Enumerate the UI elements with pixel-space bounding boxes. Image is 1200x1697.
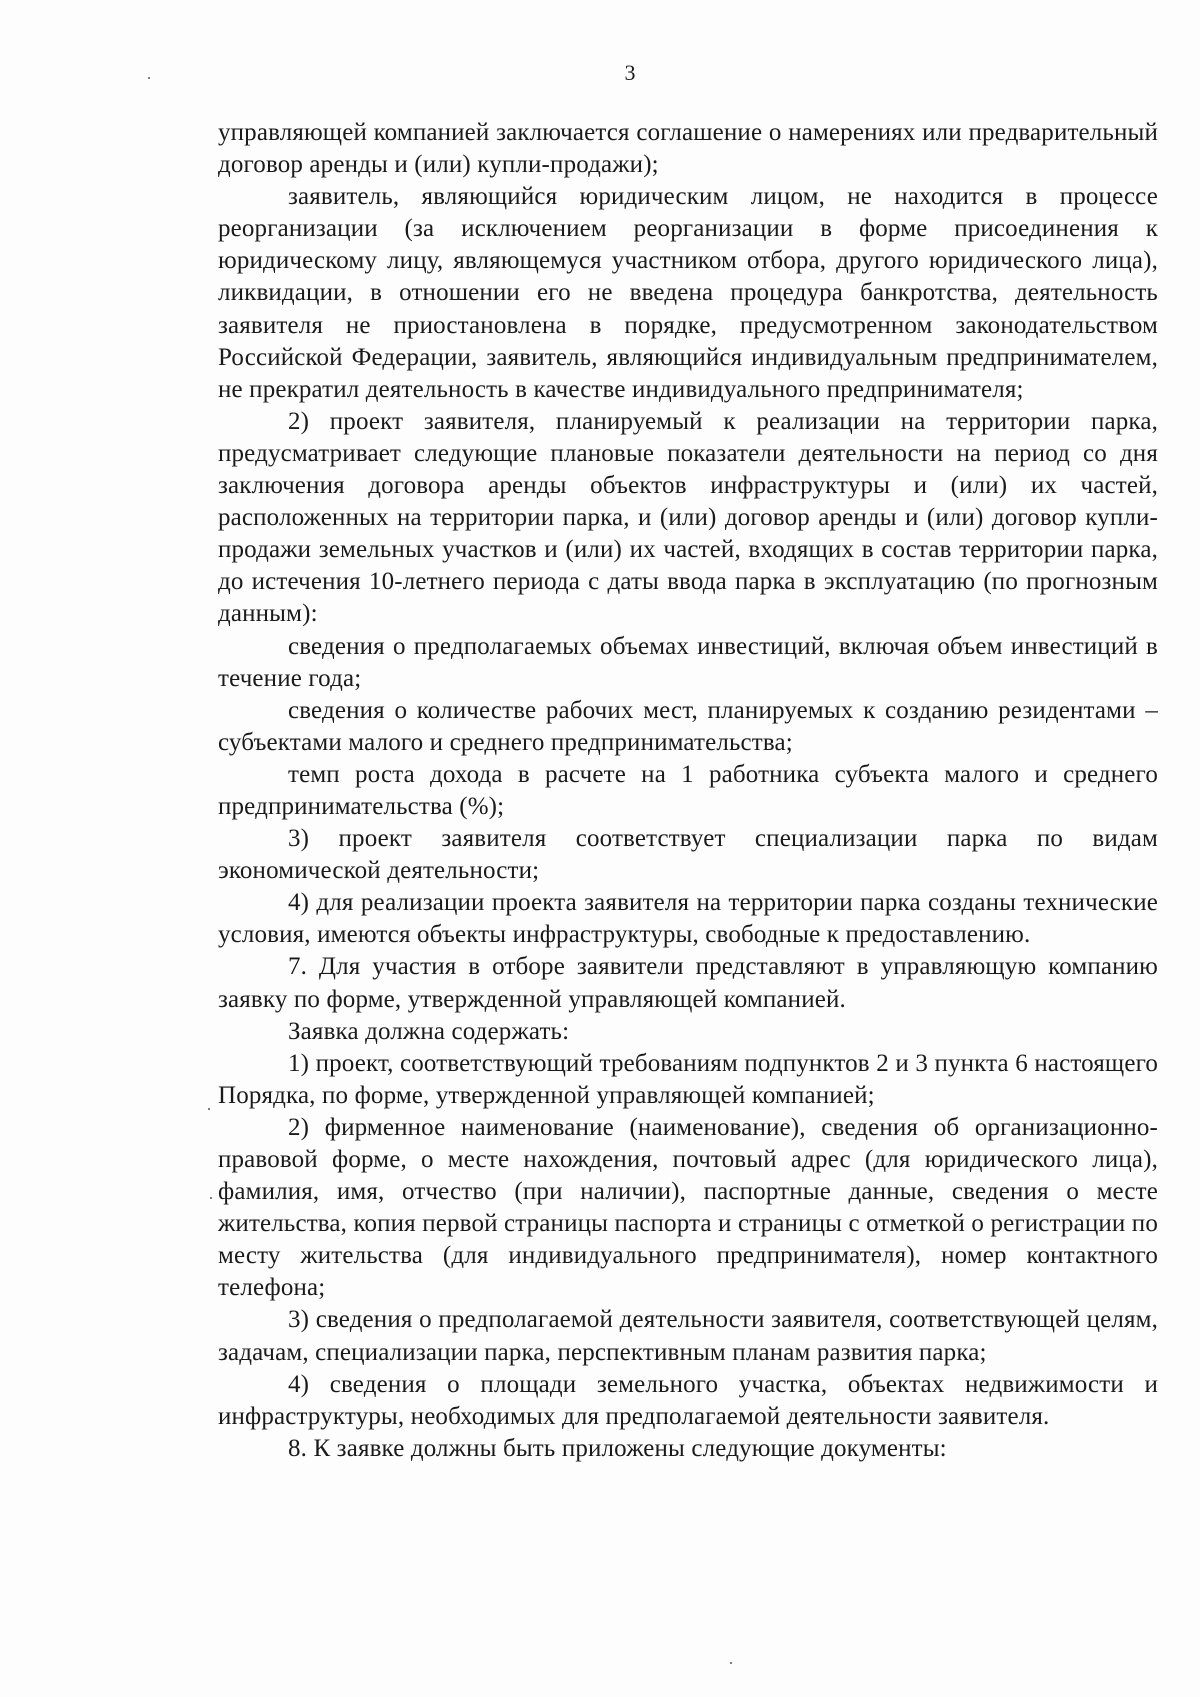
paragraph-contents-item-2: 2) фирменное наименование (наименование), сведения об организационно-правовой форме, о месте нахождения, почтовый адрес (для юридического лица), фамилия, имя, отчество (при наличии), паспортные данные, сведения о месте жительства, копия первой страницы паспорта и страницы с отметкой о регистрации по месту жительства (для индивидуального предпринимателя), номер контактного телефона;	[218, 1113, 1158, 1302]
paragraph-contents-item-1: 1) проект, соответствующий требованиям подпунктов 2 и 3 пункта 6 настоящего Порядка, по форме, утвержденной управляющей компанией;	[218, 1049, 1158, 1109]
paragraph-income-growth: темп роста дохода в расчете на 1 работника субъекта малого и среднего предпринимательства (%);	[218, 760, 1158, 820]
scan-speck	[208, 1108, 210, 1110]
paragraph-continuation: управляющей компанией заключается соглашение о намерениях или предварительный договор аренды и (или) купли-продажи);	[218, 119, 1158, 179]
paragraph-section-7: 7. Для участия в отборе заявители представляют в управляющую компанию заявку по форме, утвержденной управляющей компанией.	[218, 953, 1158, 1013]
paragraph-investments: сведения о предполагаемых объемах инвестиций, включая объем инвестиций в течение года;	[218, 632, 1158, 692]
scan-speck	[148, 77, 150, 79]
paragraph-section-8: 8. К заявке должны быть приложены следующие документы:	[288, 1434, 947, 1462]
page-number: 3	[624, 60, 636, 85]
paragraph-item-4-technical-conditions: 4) для реализации проекта заявителя на территории парка созданы технические условия, имеются объекты инфраструктуры, свободные к предоставлению.	[218, 889, 1158, 949]
paragraph-application-contents: Заявка должна содержать:	[288, 1017, 570, 1045]
paragraph-jobs: сведения о количестве рабочих мест, планируемых к созданию резидентами – субъектами малого и среднего предпринимательства;	[218, 696, 1158, 756]
document-body	[218, 117, 1158, 1465]
scan-speck	[730, 1662, 732, 1664]
paragraph-item-3-specialization: 3) проект заявителя соответствует специализации парка по видам экономической деятельности;	[218, 825, 1158, 885]
paragraph-contents-item-3: 3) сведения о предполагаемой деятельности заявителя, соответствующей целям, задачам, специализации парка, перспективным планам развития парка;	[218, 1306, 1158, 1366]
scan-speck	[210, 1197, 212, 1199]
paragraph-contents-item-4: 4) сведения о площади земельного участка, объектах недвижимости и инфраструктуры, необходимых для предполагаемой деятельности заявителя.	[218, 1370, 1158, 1430]
paragraph-applicant-status: заявитель, являющийся юридическим лицом, не находится в процессе реорганизации (за исключением реорганизации в форме присоединения к юридическому лицу, являющемуся участником отбора, другого юридического лица), ликвидации, в отношении его не введена процедура банкротства, деятельность заявителя не приостановлена в порядке, предусмотренном законодательством Российской Федерации, заявитель, являющийся индивидуальным предпринимателем, не прекратил деятельность в качестве индивидуального предпринимателя;	[218, 183, 1158, 403]
paragraph-item-2-project-indicators: 2) проект заявителя, планируемый к реализации на территории парка, предусматривает следующие плановые показатели деятельности на период со дня заключения договора аренды объектов инфраструктуры и (или) их частей, расположенных на территории парка, и (или) договор аренды и (или) договор купли-продажи земельных участков и (или) их частей, входящих в состав территории парка, до истечения 10-летнего периода с даты ввода парка в эксплуатацию (по прогнозным данным):	[218, 407, 1158, 628]
